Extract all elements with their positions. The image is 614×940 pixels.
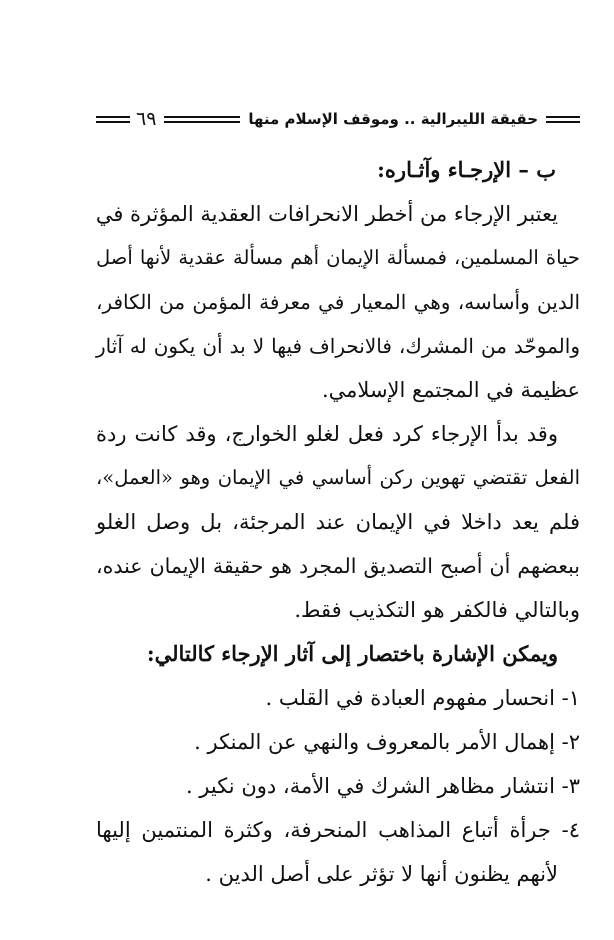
page-number: ٦٩ — [136, 108, 157, 130]
header-rule-left — [96, 116, 130, 123]
list-item-continuation: لأنهم يظنون أنها لا تؤثر على أصل الدين . — [205, 862, 558, 886]
list-intro: ويمكن الإشارة باختصار إلى آثار الإرجاء كالتالي: — [146, 641, 558, 666]
running-header-title: حقيقة الليبرالية .. وموقف الإسلام منها — [248, 110, 538, 128]
paragraph-1 — [96, 192, 580, 412]
paragraph-line: وقد بدأ الإرجاء كرد فعل لغلو الخوارج، وقد كانت ردة — [96, 422, 558, 446]
header-rule-middle — [164, 116, 240, 123]
list-item: ٢- إهمال الأمر بالمعروف والنهي عن المنكر . — [194, 730, 580, 754]
paragraph-line: الدين وأساسه، وهي المعيار في معرفة المؤمن من الكافر، — [96, 290, 580, 314]
effects-list — [96, 676, 580, 896]
section-heading: ب – الإرجـاء وآثـاره: — [377, 157, 556, 182]
paragraph-2 — [96, 412, 580, 632]
paragraph-line: فلم يعد داخلا في الإيمان عند المرجئة، بل وصل الغلو — [96, 510, 580, 534]
list-item: ١- انحسار مفهوم العبادة في القلب . — [265, 686, 580, 710]
paragraph-line: يعتبر الإرجاء من أخطر الانحرافات العقدية المؤثرة في — [95, 202, 558, 226]
paragraph-line: والموحّد من المشرك، فالانحراف فيها لا بد أن يكون له آثار — [96, 334, 580, 358]
running-header — [96, 106, 580, 132]
paragraph-line: الفعل تقتضي تهوين ركن أساسي في الإيمان وهو «العمل»، — [96, 466, 580, 489]
paragraph-line: وبالتالي فالكفر هو التكذيب فقط. — [294, 598, 580, 622]
paragraph-line: ببعضهم أن أصبح التصديق المجرد هو حقيقة الإيمان عنده، — [96, 554, 580, 578]
body-text — [96, 148, 580, 896]
paragraph-line: حياة المسلمين، فمسألة الإيمان أهم مسألة عقدية لأنها أصل — [96, 246, 580, 269]
paragraph-line: عظيمة في المجتمع الإسلامي. — [321, 378, 580, 402]
list-item: ٣- انتشار مظاهر الشرك في الأمة، دون نكير . — [185, 774, 580, 798]
header-rule-right — [546, 116, 580, 123]
list-item: ٤- جرأة أتباع المذاهب المنحرفة، وكثرة المنتمين إليها — [96, 818, 580, 842]
